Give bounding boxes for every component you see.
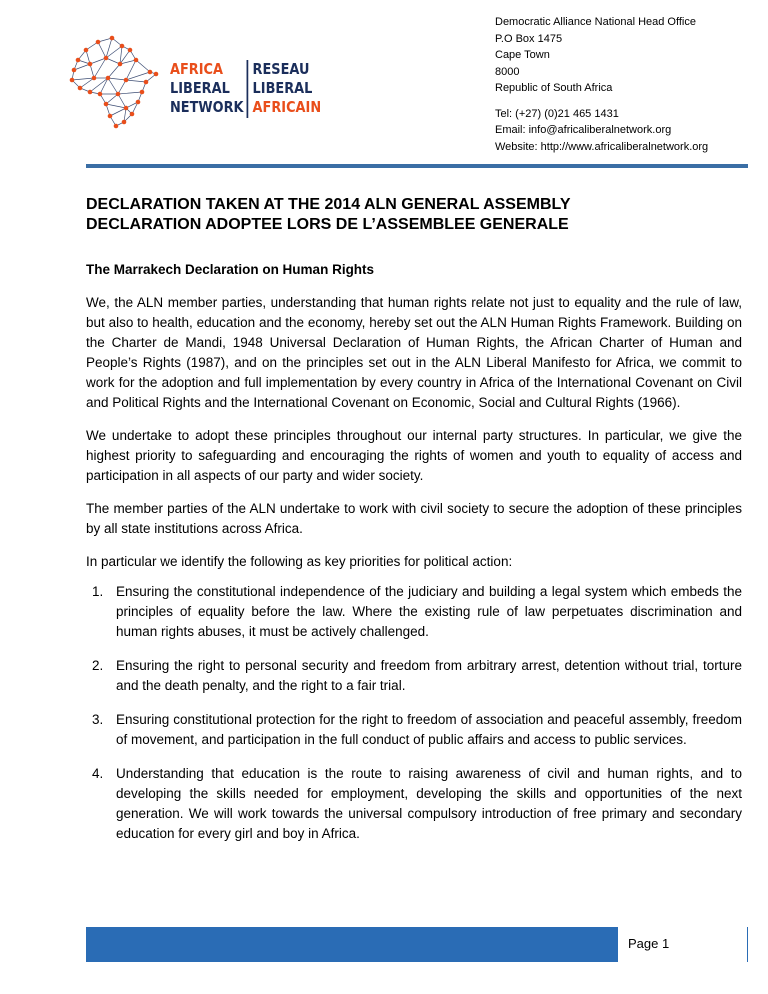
document-subtitle: The Marrakech Declaration on Human Rights: [86, 262, 375, 277]
list-item: [92, 764, 742, 844]
address-org: Democratic Alliance National Head Office: [495, 16, 696, 28]
address-block: [495, 14, 755, 155]
page-number: Page 1: [628, 936, 670, 951]
logo-english: [170, 60, 244, 117]
aln-logo: [60, 30, 330, 140]
logo-word: AFRICA: [170, 60, 223, 78]
address-po-box: P.O Box 1475: [495, 32, 563, 45]
list-text: Ensuring the right to personal security and freedom from arbitrary arrest, detention without trial, torture and the death penalty, and the right to a fair trial.: [116, 658, 742, 693]
logo-word: RESEAU: [252, 60, 310, 78]
paragraph: The member parties of the ALN undertake to work with civil society to secure the adoption of these principles by all state institutions across Africa.: [86, 501, 742, 536]
list-item: [92, 656, 742, 696]
address-city: Cape Town: [495, 49, 550, 61]
logo-word: NETWORK: [170, 98, 244, 116]
list-number: 2.: [92, 658, 104, 673]
logo-divider: [247, 60, 249, 118]
contact-tel: Tel: (+27) (0)21 465 1431: [495, 107, 619, 120]
address-country: Republic of South Africa: [495, 82, 613, 94]
contact-email[interactable]: Email: info@africaliberalnetwork.org: [495, 124, 672, 136]
list-text: Ensuring the constitutional independence of the judiciary and building a legal system which embeds the principles of equality before the law. Where the existing rule of law perpetuates discrimination and human rights abuses, it must be actively challenged.: [116, 584, 742, 639]
logo-word: LIBERAL: [252, 79, 313, 97]
paragraph: In particular we identify the following as key priorities for political action:: [86, 554, 513, 569]
contact-website[interactable]: Website: http://www.africaliberalnetwork.org: [495, 140, 709, 153]
paragraph: We, the ALN member parties, understanding that human rights relate not just to equality and the rule of law, but also to health, education and the economy, hereby set out the ALN Human Rights Framework. Building on the Charter de Mandi, 1948 Universal Declaration of Human Rights, the African Charter of Human and People’s Rights (1987), and on the principles set out in the ALN Liberal Manifesto for Africa, we commit to work for the adoption and full implementation by every country in Africa of the International Covenant on Civil and Political Rights and the International Covenant on Economic, Social and Cultural Rights (1966).: [86, 295, 742, 410]
header-rule: [86, 164, 748, 168]
africa-network-map-icon: [60, 30, 170, 140]
document-title: [86, 195, 742, 235]
paragraph: We undertake to adopt these principles throughout our internal party structures. In particular, we give the highest priority to safeguarding and encouraging the rights of women and youth to equality of access and participation in all aspects of our party and wider society.: [86, 428, 742, 483]
list-number: 4.: [92, 766, 104, 781]
list-item: [92, 710, 742, 750]
list-number: 3.: [92, 712, 104, 727]
list-number: 1.: [92, 584, 104, 599]
logo-french: [253, 60, 322, 117]
list-item: [92, 582, 742, 642]
logo-word: AFRICAIN: [252, 98, 322, 116]
logo-word: LIBERAL: [170, 79, 230, 97]
address-postal-code: 8000: [495, 65, 520, 78]
title-english: DECLARATION TAKEN AT THE 2014 ALN GENERAL ASSEMBLY: [86, 196, 571, 213]
list-text: Ensuring constitutional protection for the right to freedom of association and peaceful assembly, freedom of movement, and participation in the full conduct of public affairs and access to public services.: [116, 712, 742, 747]
document-body: [86, 195, 742, 858]
title-french: DECLARATION ADOPTEE LORS DE L’ASSEMBLEE GENERALE: [86, 216, 569, 233]
page-number-box: [617, 927, 748, 962]
priorities-list: [86, 582, 742, 844]
list-text: Understanding that education is the route to raising awareness of civil and human rights, and to developing the skills needed for employment, developing the skills and opportunities of the next generation. We will work towards the universal compulsory introduction of free primary and secondary education for every girl and boy in Africa.: [116, 766, 742, 841]
